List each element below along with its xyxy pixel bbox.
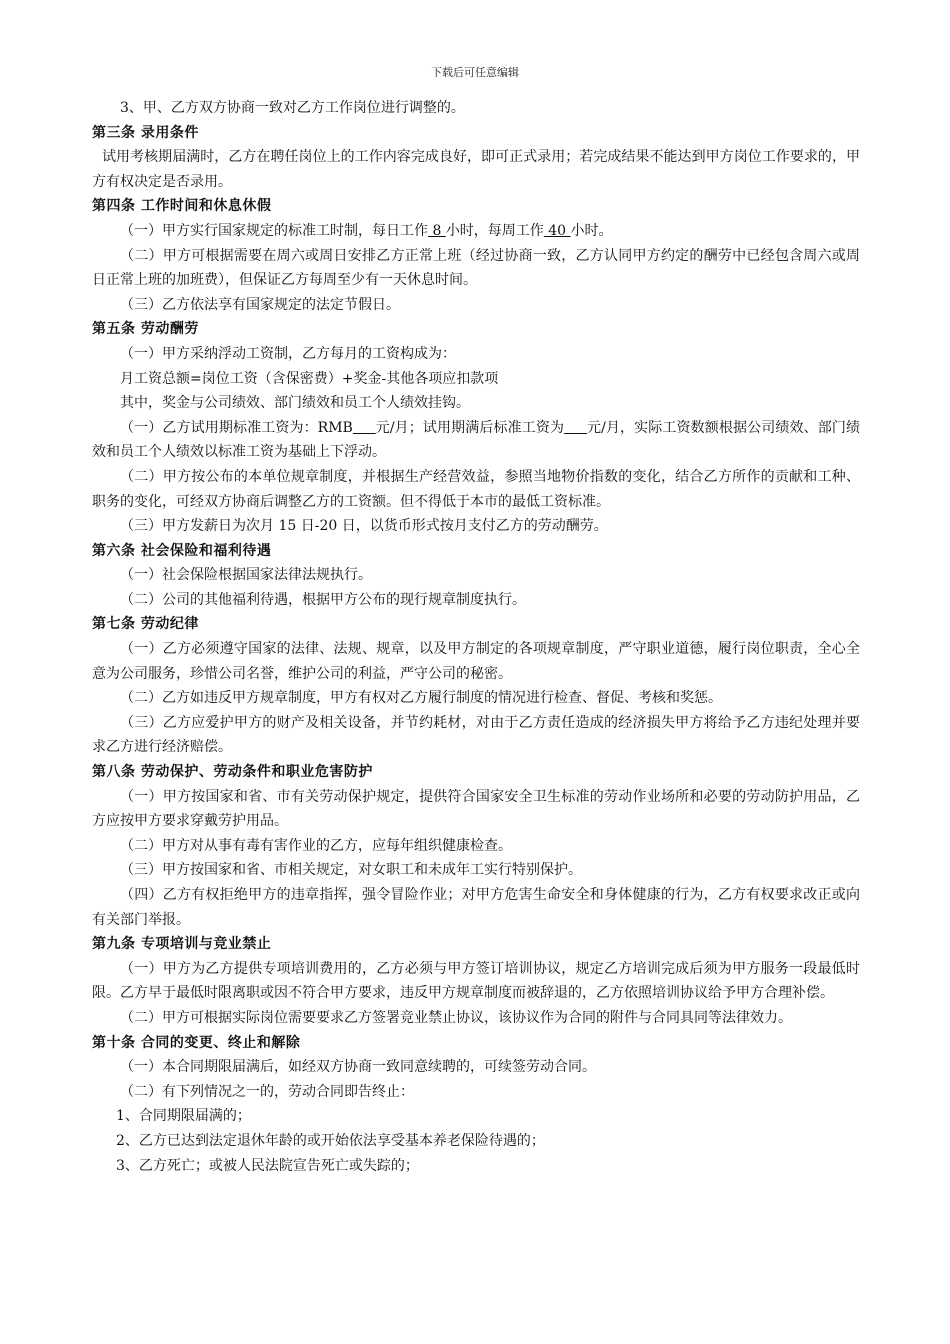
article-7-heading: 第七条 劳动纪律: [92, 616, 199, 633]
standard-salary-blank: [564, 420, 587, 436]
article-5-heading: 第五条 劳动酬劳: [92, 321, 199, 338]
article-3-heading: 第三条 录用条件: [92, 124, 199, 141]
termination-item: 2、乙方已达到法定退休年龄的或开始依法享受基本养老保险待遇的；: [116, 1132, 545, 1149]
article-9-p1: （一）甲方为乙方提供专项培训费用的，乙方必须与甲方签订培训协议，规定乙方培训完成后须为甲方服务一段最低时限。乙方早于最低时限离职或因不符合甲方要求，违反甲方规章制度而被辞退的，乙方依照培训协议给予甲方合理补偿。: [92, 960, 860, 1002]
contract-body: [92, 96, 860, 1178]
article-5-p2-text-c: 元/月，实际工资数额根据公司绩效、部门绩效和员工个人绩效以标准工资为基础上下浮动。: [92, 419, 860, 461]
hours-per-day: 8: [428, 222, 446, 239]
article-8-p3: （三）甲方按国家和省、市相关规定，对女职工和未成年工实行特别保护。: [120, 862, 582, 879]
article-4-p1-text-c: 小时。: [570, 222, 613, 239]
termination-item: 3、乙方死亡；或被人民法院宣告死亡或失踪的；: [116, 1157, 419, 1174]
article-8-p4: （四）乙方有权拒绝甲方的违章指挥，强令冒险作业；对甲方危害生命安全和身体健康的行为，乙方有权要求改正或向有关部门举报。: [92, 887, 860, 928]
article-5-p3: （二）甲方按公布的本单位规章制度，并根据生产经营效益，参照当地物价指数的变化，结合乙方所作的贡献和工种、职务的变化，可经双方协商后调整乙方的工资额。但不得低于本市的最低工资标准。: [92, 468, 860, 510]
article-5-p2-text-b: 元/月；试用期满后标准工资为: [375, 419, 565, 436]
hours-per-week: 40: [543, 222, 571, 239]
article-5-p1: （一）甲方采纳浮动工资制，乙方每月的工资构成为：: [120, 345, 456, 362]
article-3-p1: 试用考核期届满时，乙方在聘任岗位上的工作内容完成良好，即可正式录用；若完成结果不能达到甲方岗位工作要求的，甲方有权决定是否录用。: [92, 149, 860, 190]
article-5-p2-text-a: （一）乙方试用期标准工资为：RMB: [120, 419, 353, 436]
article-9-p2: （二）甲方可根据实际岗位需要要求乙方签署竞业禁止协议，该协议作为合同的附件与合同具同等法律效力。: [120, 1009, 792, 1026]
article-10-heading: 第十条 合同的变更、终止和解除: [92, 1034, 301, 1051]
article-10-p1: （一）本合同期限届满后，如经双方协商一致同意续聘的，可续签劳动合同。: [120, 1059, 596, 1076]
article-6-p1: （一）社会保险根据国家法律法规执行。: [120, 567, 372, 584]
article-8-heading: 第八条 劳动保护、劳动条件和职业危害防护: [92, 764, 373, 781]
article-8-p1: （一）甲方按国家和省、市有关劳动保护规定，提供符合国家安全卫生标准的劳动作业场所和必要的劳动防护用品，乙方应按甲方要求穿戴劳护用品。: [92, 788, 860, 830]
probation-salary-blank: [353, 420, 376, 436]
article-8-p2: （二）甲方对从事有毒有害作业的乙方，应每年组织健康检查。: [120, 837, 512, 854]
article-10-p2: （二）有下列情况之一的，劳动合同即告终止：: [120, 1083, 414, 1100]
article-4-p1-text-b: 小时，每周工作: [445, 222, 544, 239]
page-header: 下载后可任意编辑: [431, 66, 519, 79]
article-4-p1: [92, 219, 860, 244]
salary-formula: 月工资总额=岗位工资（含保密费）+奖金-其他各项应扣款项: [120, 370, 499, 387]
article-7-p1: （一）乙方必须遵守国家的法律、法规、规章，以及甲方制定的各项规章制度，严守职业道德，履行岗位职责，全心全意为公司服务，珍惜公司名誉，维护公司的利益，严守公司的秘密。: [92, 641, 860, 682]
article-5-note: 其中，奖金与公司绩效、部门绩效和员工个人绩效挂钩。: [120, 395, 470, 412]
article-7-p3: （三）乙方应爱护甲方的财产及相关设备，并节约耗材，对由于乙方责任造成的经济损失甲方将给予乙方违纪处理并要求乙方进行经济赔偿。: [92, 714, 860, 756]
article-4-p1-text-a: （一）甲方实行国家规定的标准工时制，每日工作: [120, 222, 428, 239]
article-5-p4: （三）甲方发薪日为次月 15 日-20 日，以货币形式按月支付乙方的劳动酬劳。: [120, 518, 608, 535]
article-7-p2: （二）乙方如违反甲方规章制度，甲方有权对乙方履行制度的情况进行检查、督促、考核和奖惩。: [120, 690, 722, 707]
clause-adjust-3: 3、甲、乙方双方协商一致对乙方工作岗位进行调整的。: [120, 100, 465, 116]
article-9-heading: 第九条 专项培训与竞业禁止: [92, 936, 272, 953]
article-6-p2: （二）公司的其他福利待遇，根据甲方公布的现行规章制度执行。: [120, 591, 526, 608]
article-5-p2: [92, 416, 860, 465]
article-6-heading: 第六条 社会保险和福利待遇: [92, 542, 272, 559]
article-4-p3: （三）乙方依法享有国家规定的法定节假日。: [120, 296, 400, 313]
article-4-heading: 第四条 工作时间和休息休假: [92, 198, 272, 215]
article-4-p2: （二）甲方可根据需要在周六或周日安排乙方正常上班（经过协商一致，乙方认同甲方约定的酬劳中已经包含周六或周日正常上班的加班费），但保证乙方每周至少有一天休息时间。: [92, 247, 860, 289]
termination-item: 1、合同期限届满的；: [116, 1108, 251, 1125]
